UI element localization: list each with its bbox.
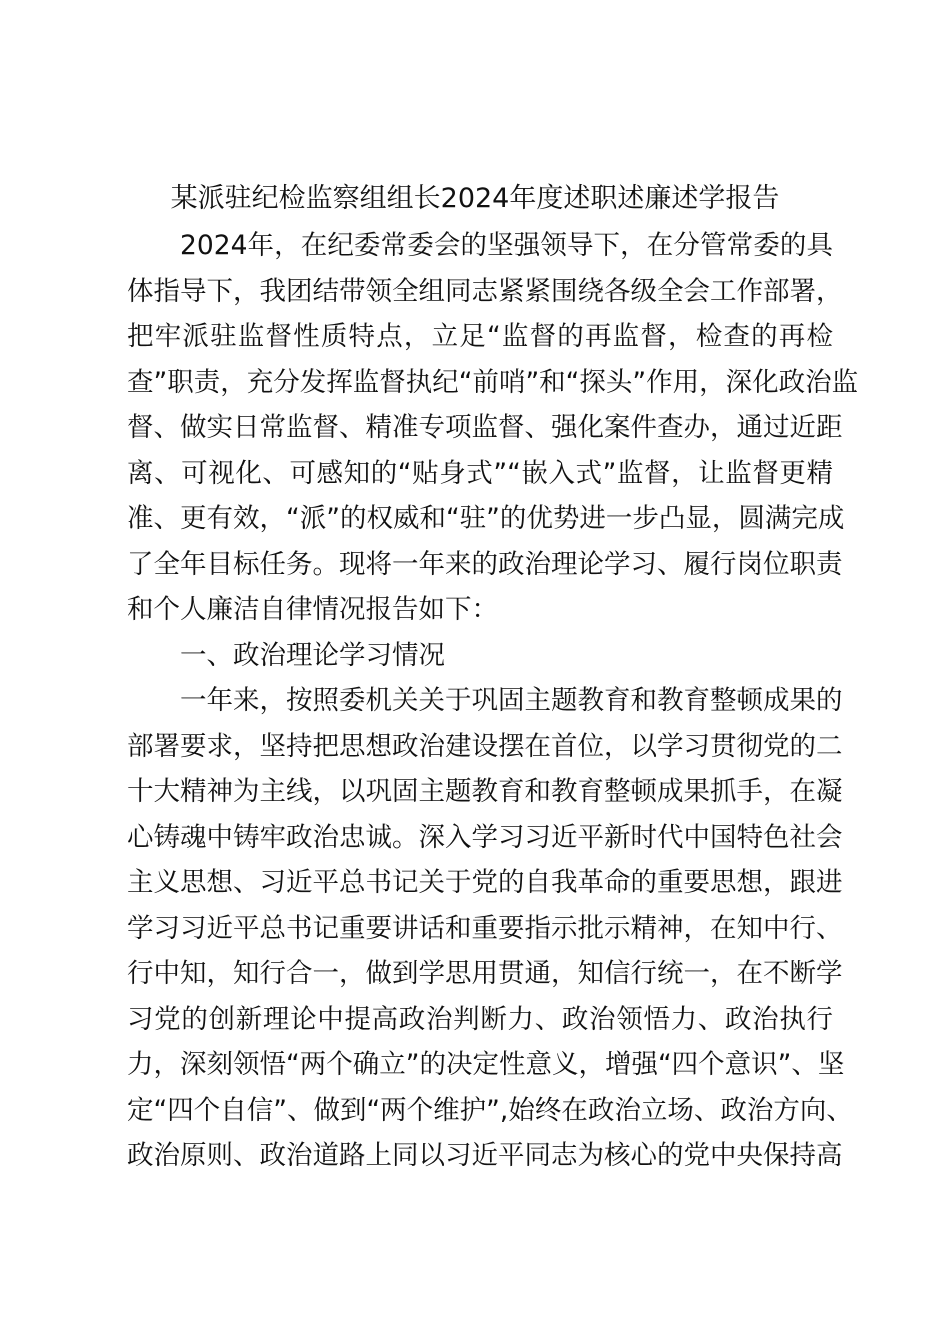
document-body — [127, 223, 859, 1179]
body-line: 心铸魂中铸牢政治忠诚。深入学习习近平新时代中国特色社会 — [127, 821, 843, 853]
body-line: 力，深刻领悟“两个确立”的决定性意义，增强“四个意识”、坚 — [127, 1049, 845, 1080]
body-line: 定“四个自信”、做到“两个维护”,始终在政治立场、政治方向、 — [127, 1094, 853, 1126]
body-line: 查”职责，充分发挥监督执纪“前哨”和“探头”作用，深化政治监 — [127, 366, 859, 398]
body-line: 学习习近平总书记重要讲话和重要指示批示精神，在知中行、 — [127, 912, 843, 944]
body-line: 一、政治理论学习情况 — [180, 639, 445, 671]
body-line: 行中知，知行合一，做到学思用贯通，知信行统一，在不断学 — [127, 958, 843, 989]
body-line: 2024年，在纪委常委会的坚强领导下，在分管常委的具 — [180, 230, 833, 261]
body-line: 部署要求，坚持把思想政治建设摆在首位，以学习贯彻党的二 — [127, 730, 843, 762]
body-line: 督、做实日常监督、精准专项监督、强化案件查办，通过近距 — [127, 412, 843, 443]
body-line: 一年来，按照委机关关于巩固主题教育和教育整顿成果的 — [180, 685, 843, 716]
body-line: 把牢派驻监督性质特点，立足“监督的再监督，检查的再检 — [127, 321, 833, 352]
body-line: 十大精神为主线，以巩固主题教育和教育整顿成果抓手，在凝 — [127, 776, 843, 807]
body-line: 主义思想、习近平总书记关于党的自我革命的重要思想，跟进 — [127, 867, 843, 898]
body-line: 离、可视化、可感知的“贴身式”“嵌入式”监督，让监督更精 — [127, 457, 833, 489]
body-line: 准、更有效，“派”的权威和“驻”的优势进一步凸显，圆满完成 — [127, 503, 845, 534]
body-line: 政治原则、政治道路上同以习近平同志为核心的党中央保持高 — [127, 1140, 843, 1171]
body-line: 习党的创新理论中提高政治判断力、政治领悟力、政治执行 — [127, 1003, 833, 1035]
document-title: 某派驻纪检监察组组长2024年度述职述廉述学报告 — [170, 183, 780, 214]
body-line: 体指导下，我团结带领全组同志紧紧围绕各级全会工作部署， — [127, 275, 843, 307]
body-line: 和个人廉洁自律情况报告如下： — [127, 594, 498, 625]
body-line: 了全年目标任务。现将一年来的政治理论学习、履行岗位职责 — [127, 548, 843, 580]
